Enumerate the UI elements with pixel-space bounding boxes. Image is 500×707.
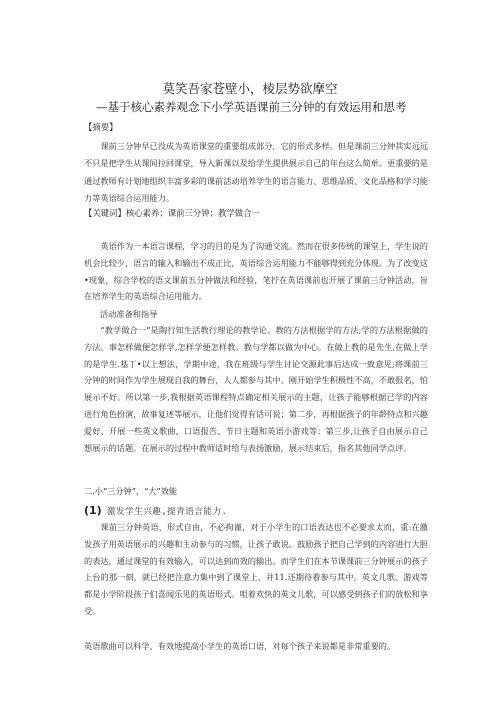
prep-paragraph: “教学做合一”是陶行知生活教行理论的教学论。教的方法根据学的方法;学的方法根据做的方法。事怎样做便怎样学,怎样学便怎样教。教与学都以做为中心。在做上教的是先生,在做上学的是学生.基丁•以上想法，学期中途，我在班级与学生讨论交源此事后达成一致意见;将课前三分钟的时间作为学生展现自我的舞台，人人都参与其中。刚开始学生积极性不高，不敢报名，怕展示不好。所以第一步,我根据英语课程特点确定相关展示的主题，让孩子能够根据已学的内容进行角色扮演，故事复述等展示，让他们觉得有话可说；第二步，再根据孩子的年龄特点和兴趣爱好，开展一些英文歌曲、口语报告、节日主题和英语小游戏等：第三步,让孩子自由展示自己想展示的话题。在展示的过程中教师适时给与表扬激励，展示结束后，指名其他同学点评。 xyxy=(84,325,428,453)
subsection-1-number: (1) xyxy=(84,504,102,517)
section-heading: 二.小“三分钟”，“大”效能 xyxy=(84,486,178,496)
prep-heading: 活动准备和指导 xyxy=(100,309,158,319)
subsection-1-paragraph: 课前三分钟英语，形式自由，不必拘谨，对于小学生的口语表达也不必要求太而，重:在激发孩子用英语展示的兴趣和主动参与的习惯，让孩子敢说。鼓励孩子把自己学到的内容进行大胆的表达，通过课堂的有效输入，可以达到而效的输出。而学生们在本节课课前三分钟展示的孩子上台的那一刻，就已经把注意力集中到了课堂上，并11.还期待着参与其中。英文儿歌、游戏等都是小学阶段孩子们喜闻乐见的英语形式。咀着欢快的英文儿歌，可以感受到孩子们的放松和享受。 xyxy=(84,522,428,616)
subsection-1-heading xyxy=(84,502,227,519)
document-title: 莫笑吾家苍壁小，棱层势欲摩空 xyxy=(162,81,338,96)
subsection-1-title: 激发学生兴趣,提青语言能力. xyxy=(106,507,228,517)
abstract-heading: 【摘要】 xyxy=(84,122,118,132)
abstract-paragraph: 课前三分钟早已没成为英语课堂的重要组成部分，它的形式多样。但是课前三分钟其实远远不只是把学生从课间拉回课堂，导入新课以及给学生提供展示自己的年台这么简单。更重要的是通过教师有计划地组织丰富多彩的课前活动培养学生的语言能力、思维品质、文化品格和学习能力等英语综合运用能力。 xyxy=(84,141,428,203)
closing-line: 英语歌曲可以科学、有效地提高小学生的英语口语，对每个孩子来说都是非常重要的。 xyxy=(84,641,396,651)
intro-paragraph: 英语作为一本语言课程，学习的目的是为了沟通交流。然而在很多传统的课堂上，学生说的机会比较少，语言的输入和输出不成正比，英语综合运用能力不能够得到充分体现。为了改变这•现象，综合学校的语文课前五分钟做法和经验，笔拧在英语课前也开展了课前三分钟活动，旨在培养学生的英语综合运用能力。 xyxy=(84,241,428,302)
keywords-line: 【关键词】核心素养；课前三分钟；教学做合一 xyxy=(84,208,260,218)
document-subtitle: —基于核心素养观念下小学英语课前三分钟的有效运用和思考 xyxy=(96,100,407,114)
